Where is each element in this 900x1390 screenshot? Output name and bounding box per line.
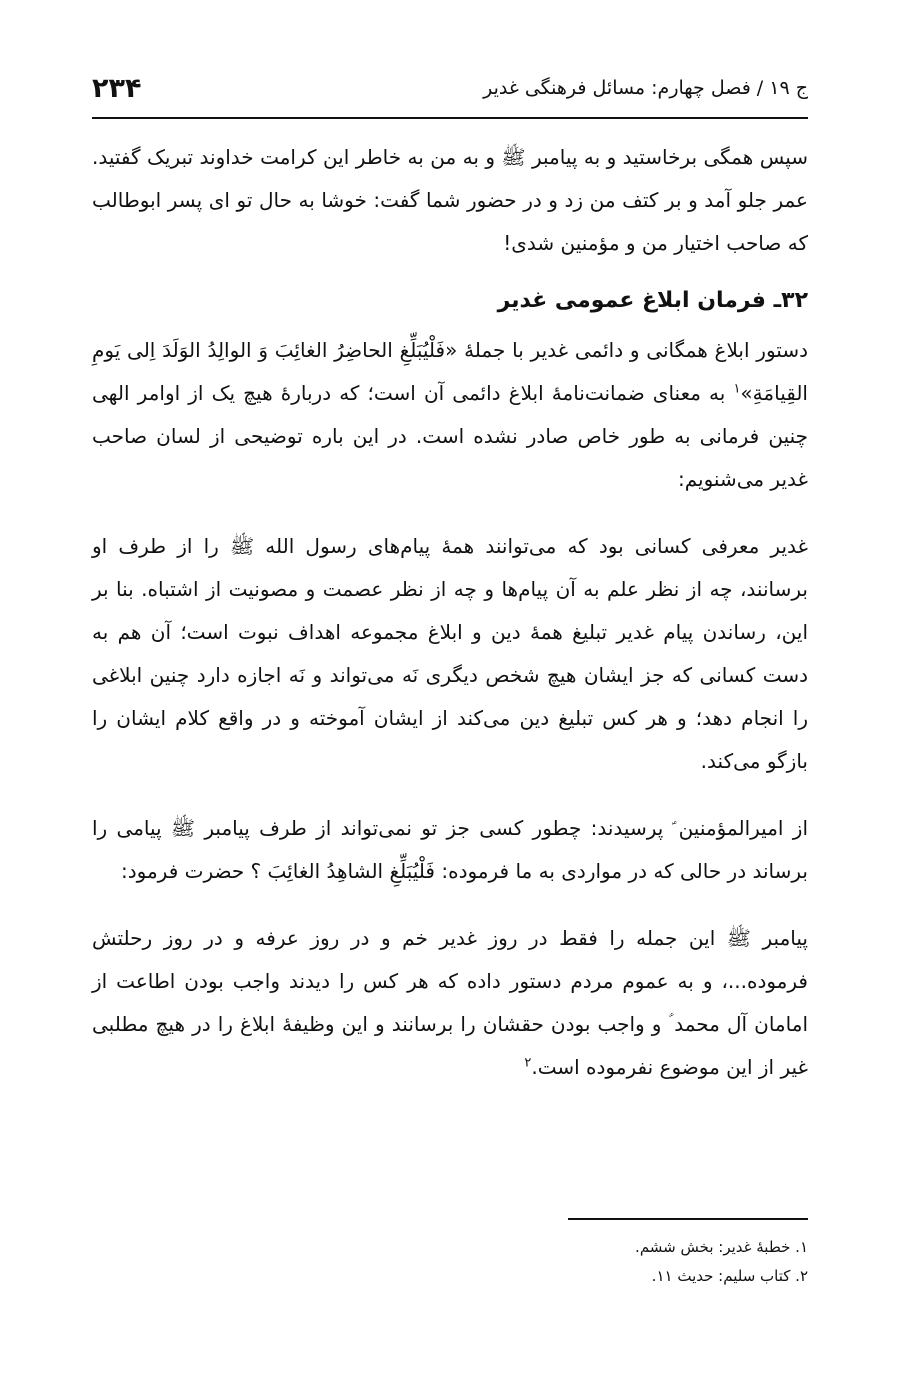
paragraph-3: از امیرالمؤمنین ؑ پرسیدند: چطور کسی جز تو نمی‌تواند از طرف پیامبر ﷺ پیامی را برساند در حالی که در مواردی به ما فرموده: فَلْيُبَلِّغِ الشاهِدُ الغائِبَ ؟ حضرت فرمود: <box>92 816 808 883</box>
footnote-1: ۱. خطبهٔ غدیر: بخش ششم. <box>635 1238 808 1256</box>
page-header <box>92 64 808 112</box>
page-number: ۲۳۴ <box>92 72 142 104</box>
intro-paragraph: سپس همگی برخاستید و به پیامبر ﷺ و به من به خاطر این کرامت خداوند تبریک گفتید. عمر جلو آمد و بر کتف من زد و در حضور شما گفت: خوشا به حال تو ای پسر ابوطالب که صاحب اختیار من و مؤمنین شدی! <box>92 145 808 255</box>
body-text <box>92 136 808 1089</box>
paragraph-4-text: پیامبر ﷺ این جمله را فقط در روز غدیر خم و در روز عرفه و در روز رحلتش فرموده...، و به عموم مردم دستور داده که هر کس را دیدند واجب بودن اطاعت از امامان آل محمد ؑ و واجب بودن حقشان را برسانند و این وظیفهٔ ابلاغ را در هیچ مطلبی غیر از این موضوع نفرموده است. <box>92 926 808 1079</box>
paragraph-1 <box>92 329 808 501</box>
paragraph-1-rest: به معنای ضمانت‌نامهٔ ابلاغ دائمی آن است؛ که دربارهٔ هیچ یک از اوامر الهی چنین فرمانی به طور خاص صادر نشده است. در این باره توضیحی از لسان صاحب غدیر می‌شنویم: <box>92 381 808 491</box>
footnote-2: ۲. کتاب سلیم: حدیث ۱۱. <box>651 1267 808 1285</box>
footnote-ref-1: ۱ <box>733 381 741 397</box>
header-rule <box>92 117 808 119</box>
paragraph-4 <box>92 917 808 1089</box>
section-heading: ۳۲ـ فرمان ابلاغ عمومی غدیر <box>497 288 808 313</box>
running-head: ج ۱۹ / فصل چهارم: مسائل فرهنگی غدیر <box>483 77 808 99</box>
footnote-rule <box>568 1218 808 1220</box>
paragraph-1-quote: دستور ابلاغ همگانی و دائمی غدیر با جملهٔ «فَلْيُبَلِّغِ الحاضِرُ الغائِبَ وَ الوالِدُ الوَلَدَ اِلى يَومِ القِيامَةِ» <box>92 338 808 405</box>
footnote-ref-2: ۲ <box>524 1055 532 1071</box>
paragraph-2: غدیر معرفی کسانی بود که می‌توانند همهٔ پیام‌های رسول الله ﷺ را از طرف او برسانند، چه از نظر علم به آن پیام‌ها و چه از نظر عصمت و مصونیت از اشتباه. بنا بر این، رساندن پیام غدیر تبلیغ همهٔ دین و ابلاغ مجموعه اهداف نبوت است؛ آن هم به دست کسانی که جز ایشان هیچ شخص دیگری نَه می‌تواند و نَه اجازه دارد چنین ابلاغی را انجام دهد؛ و هر کس تبلیغ دین می‌کند از ایشان آموخته و در واقع کلام ایشان را بازگو می‌کند. <box>92 534 808 773</box>
footnotes <box>92 1233 808 1291</box>
book-page <box>92 0 808 1390</box>
